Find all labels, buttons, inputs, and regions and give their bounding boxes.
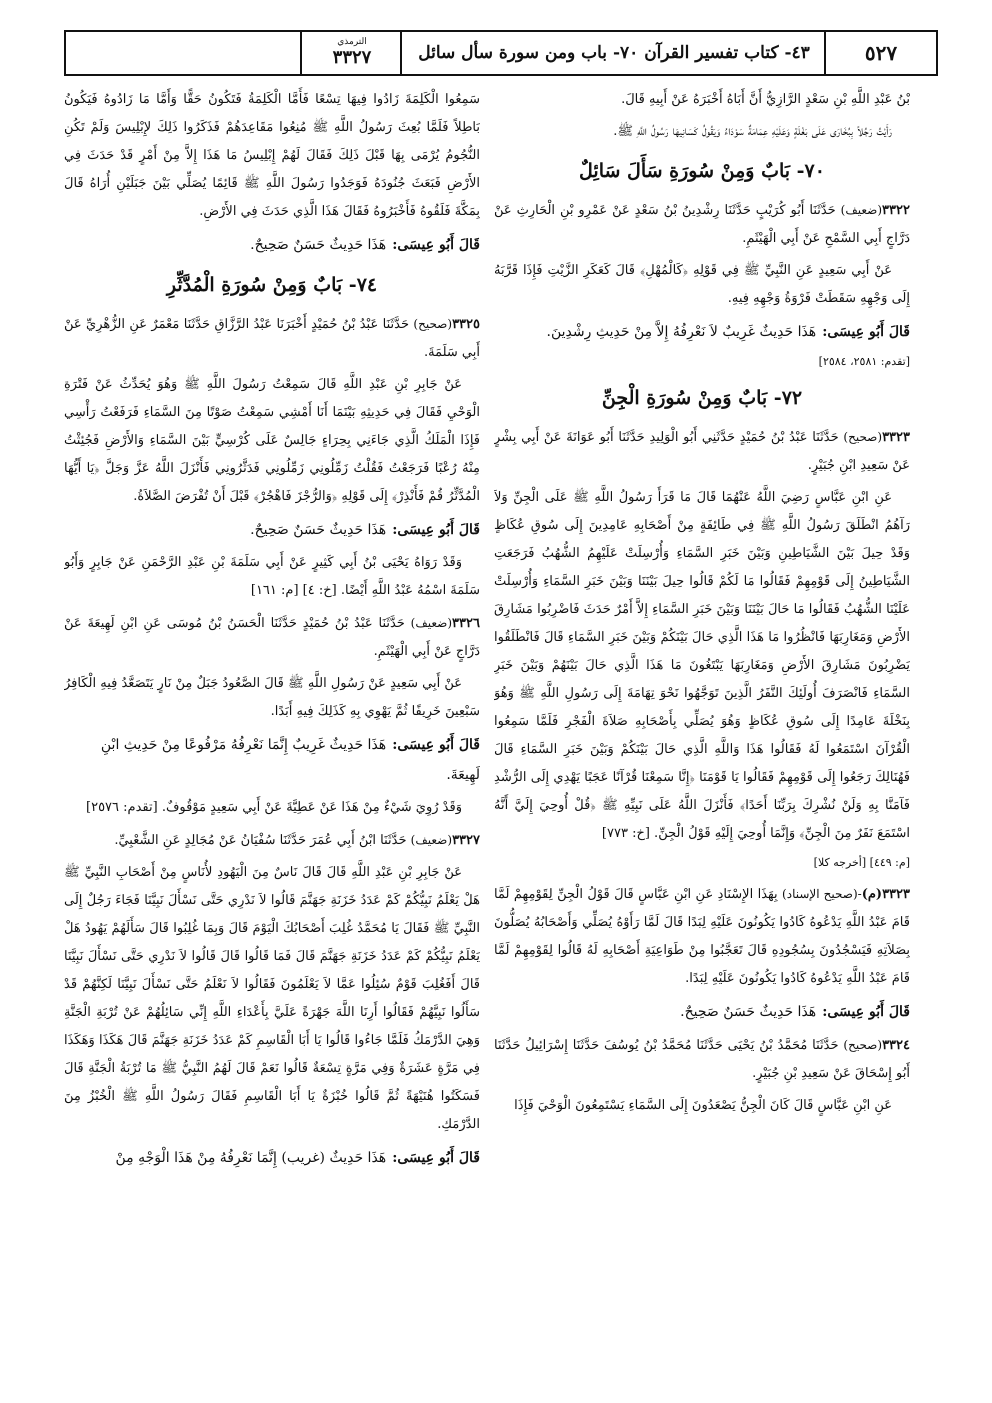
hadith-grade: -(صحيح الإسناد) bbox=[782, 887, 862, 901]
hadith-isnad: حَدَّثَنَا عَبْدُ بْنُ حُمَيْدٍ أَخْبَرَنَا عَبْدُ الرَّزَّاقِ حَدَّثَنَا مَعْمَرٌ عَنِ الزُّهْرِيِّ عَنْ أَبِي سَلَمَةَ. bbox=[64, 317, 480, 360]
paragraph: عَنِ ابْنِ عَبَّاسٍ قَالَ كَانَ الْجِنُّ يَصْعَدُونَ إِلَى السَّمَاءِ يَسْتَمِعُونَ الْوَحْيَ فَإِذَا bbox=[514, 1098, 892, 1113]
page-header bbox=[64, 30, 938, 76]
paragraph: عَنْ أَبِي سَعِيدٍ عَنْ رَسُولِ اللَّهِ ﷺ قَالَ الصَّعُودُ جَبَلٌ مِنْ نَارٍ يَتَصَعَّدُ فِيهِ الْكَافِرُ سَبْعِينَ خَرِيفًا ثُمَّ يَهْوِي بِهِ كَذَلِكَ فِيهِ أَبَدًا. bbox=[64, 676, 480, 719]
comment-text: هَذَا حَدِيثٌ حَسَنٌ صَحِيحٌ. bbox=[250, 522, 387, 538]
hadith-number: ٣٣٢٥ bbox=[452, 317, 480, 332]
left-column bbox=[64, 86, 480, 1386]
hadith-entry bbox=[494, 880, 910, 993]
hadith-grade: (صحيح) bbox=[413, 317, 453, 331]
book-name: الترمذي bbox=[337, 37, 367, 48]
comment-text: هَذَا حَدِيثٌ غَرِيبٌ إِنَّمَا نَعْرِفُهُ مَرْفُوعًا مِنْ حَدِيثِ ابْنِ لَهِيعَةَ. bbox=[100, 737, 480, 783]
hadith-grade: (ضعيف) bbox=[410, 833, 453, 847]
scholar-comment bbox=[494, 997, 910, 1027]
comment-label: قَالَ أَبُو عِيسَى: bbox=[822, 324, 910, 340]
paragraph: عَنْ جَابِرِ بْنِ عَبْدِ اللَّهِ قَالَ سَمِعْتُ رَسُولَ اللَّهِ ﷺ وَهُوَ يُحَدِّثُ عَنْ فَتْرَةِ الْوَحْيِ فَقَالَ فِي حَدِيثِهِ بَيْنَمَا أَنَا أَمْشِي سَمِعْتُ صَوْتًا مِنَ السَّمَاءِ فَرَفَعْتُ رَأْسِي فَإِذَا الْمَلَكُ الَّذِي جَاءَنِي بِحِرَاءٍ جَالِسٌ عَلَى كُرْسِيٍّ بَيْنَ السَّمَاءِ وَالأَرْضِ فَجُئِثْتُ مِنْهُ رُعْبًا فَرَجَعْتُ فَقُلْتُ زَمِّلُونِي زَمِّلُونِي فَدَثَّرُونِي فَأَنْزَلَ اللَّهُ عَزَّ وَجَلَّ ﴿يَا أَيُّهَا الْمُدَّثِّرُ قُمْ فَأَنْذِرْ﴾ إِلَى قَوْلِهِ ﴿وَالرُّجْزَ فَاهْجُرْ﴾ قَبْلَ أَنْ تُفْرَضَ الصَّلاَةُ. bbox=[64, 377, 480, 504]
reference-note: [تقدم: ٢٥٨١، ٢٥٨٤] bbox=[818, 355, 910, 368]
hadith-grade: (صحيح) bbox=[843, 1038, 883, 1052]
comment-label: قَالَ أَبُو عِيسَى: bbox=[392, 737, 480, 753]
hadith-number: ٣٣٢٧ bbox=[452, 833, 480, 848]
hadith-number: ٣٣٢٣ bbox=[882, 430, 910, 445]
reference-note: [م: ٤٤٩] [أخرجه كلا] bbox=[813, 856, 910, 869]
paragraph: عَنْ جَابِرِ بْنِ عَبْدِ اللَّهِ قَالَ قَالَ نَاسٌ مِنَ الْيَهُودِ لأُنَاسٍ مِنْ أَصْحَابِ النَّبِيِّ ﷺ هَلْ يَعْلَمُ نَبِيُّكُمْ كَمْ عَدَدُ خَزَنَةِ جَهَنَّمَ قَالُوا لاَ نَدْرِي حَتَّى نَسْأَلَ نَبِيَّنَا فَجَاءَ رَجُلٌ إِلَى النَّبِيِّ ﷺ فَقَالَ يَا مُحَمَّدُ غُلِبَ أَصْحَابُكَ الْيَوْمَ قَالَ وَبِمَا غُلِبُوا قَالَ سَأَلَهُمْ يَهُودُ هَلْ يَعْلَمُ نَبِيُّكُمْ كَمْ عَدَدُ خَزَنَةِ جَهَنَّمَ قَالَ فَمَا قَالُوا قَالَ قَالُوا لاَ نَدْرِي حَتَّى نَسْأَلَ نَبِيَّنَا قَالَ أَفَغُلِبَ قَوْمٌ سُئِلُوا عَمَّا لاَ يَعْلَمُونَ فَقَالُوا لاَ نَعْلَمُ حَتَّى نَسْأَلَ نَبِيَّنَا لَكِنَّهُمْ قَدْ سَأَلُوا نَبِيَّهُمْ فَقَالُوا أَرِنَا اللَّهَ جَهْرَةً عَلَيَّ بِأَعْدَاءِ اللَّهِ إِنِّي سَائِلُهُمْ عَنْ تُرْبَةِ الْجَنَّةِ وَهِيَ الدَّرْمَكُ فَلَمَّا جَاءُوا قَالُوا يَا أَبَا الْقَاسِمِ كَمْ عَدَدُ خَزَنَةِ جَهَنَّمَ قَالَ هَكَذَا وَهَكَذَا فِي مَرَّةٍ عَشَرَةٌ وَفِي مَرَّةٍ تِسْعَةٌ قَالُوا نَعَمْ قَالَ لَهُمُ النَّبِيُّ ﷺ مَا تُرْبَةُ الْجَنَّةِ قَالَ فَسَكَتُوا هُنَيْهَةً ثُمَّ قَالُوا خُبْزَةٌ يَا أَبَا الْقَاسِمِ فَقَالَ رَسُولُ اللَّهِ ﷺ الْخُبْزُ مِنَ الدَّرْمَكِ. bbox=[64, 865, 480, 1132]
page-number: ٥٢٧ bbox=[824, 32, 936, 74]
paragraph: رَأَيْتُ رَجُلاً بِبُخَارَى عَلَى بَغْلَةٍ وَعَلَيْهِ عِمَامَةٌ سَوْدَاءُ وَيَقُولُ كَسَانِيهَا رَسُولُ اللَّهِ ﷺ. bbox=[613, 124, 892, 139]
hadith-isnad: حَدَّثَنَا أَبُو كُرَيْبٍ حَدَّثَنَا رِشْدِينُ بْنُ سَعْدٍ عَنْ عَمْرِو بْنِ الْحَارِثِ عَنْ دَرَّاجٍ أَبِي السَّمْحِ عَنْ أَبِي الْهَيْثَمِ. bbox=[494, 203, 910, 246]
comment-text: هَذَا حَدِيثٌ (غريب) إِنَّمَا نَعْرِفُهُ مِنْ هَذَا الْوَجْهِ مِنْ bbox=[115, 1150, 387, 1166]
hadith-grade: (صحيح) bbox=[843, 430, 883, 444]
scholar-comment bbox=[64, 1143, 480, 1173]
hadith-number: ٣٣٢٣(م) bbox=[861, 887, 910, 902]
paragraph: وَقَدْ رَوَاهُ يَحْيَى بْنُ أَبِي كَثِيرٍ عَنْ أَبِي سَلَمَةَ بْنِ عَبْدِ الرَّحْمَنِ عَنْ جَابِرٍ وَأَبُو سَلَمَةَ اسْمُهُ عَبْدُ اللَّهِ أَيْضًا. [خ: ٤] [م: ١٦١] bbox=[64, 555, 480, 598]
hadith-entry bbox=[494, 423, 910, 480]
hadith-entry bbox=[494, 196, 910, 253]
hadith-entry bbox=[64, 826, 480, 855]
paragraph: عَنْ أَبِي سَعِيدٍ عَنِ النَّبِيِّ ﷺ فِي قَوْلِهِ ﴿كَالْمُهْلِ﴾ قَالَ كَعَكَرِ الزَّيْتِ فَإِذَا قَرَّبَهُ إِلَى وَجْهِهِ سَقَطَتْ فَرْوَةُ وَجْهِهِ فِيهِ. bbox=[494, 263, 910, 306]
chapter-heading: ٧٤- بَابٌ وَمِنْ سُورَةِ الْمُدَّثِّرِ bbox=[166, 274, 378, 296]
hadith-number: ٣٣٢٢ bbox=[882, 203, 910, 218]
comment-text: هَذَا حَدِيثٌ حَسَنٌ صَحِيحٌ. bbox=[680, 1004, 817, 1020]
chapter-heading: ٧٠- بَابٌ وَمِنْ سُورَةِ سَأَلَ سَائِلٌ bbox=[579, 160, 825, 182]
comment-text: هَذَا حَدِيثٌ غَرِيبٌ لاَ نَعْرِفُهُ إِلاَّ مِنْ حَدِيثِ رِشْدِينَ. bbox=[546, 324, 817, 340]
hadith-grade: (ضعيف) bbox=[840, 203, 883, 217]
scholar-comment bbox=[494, 317, 910, 347]
hadith-entry bbox=[64, 310, 480, 367]
comment-label: قَالَ أَبُو عِيسَى: bbox=[392, 237, 480, 253]
hadith-isnad: حَدَّثَنَا ابْنُ أَبِي عُمَرَ حَدَّثَنَا سُفْيَانُ عَنْ مُجَالِدٍ عَنِ الشَّعْبِيِّ. bbox=[114, 833, 407, 848]
comment-label: قَالَ أَبُو عِيسَى: bbox=[392, 1150, 480, 1166]
book-box bbox=[300, 32, 402, 74]
hadith-range-number: ٣٣٢٧ bbox=[332, 47, 372, 69]
chapter-heading: ٧٢- بَابٌ وَمِنْ سُورَةِ الْجِنِّ bbox=[601, 387, 803, 409]
hadith-number: ٣٣٢٦ bbox=[452, 616, 480, 631]
running-title: ٤٣- كتاب تفسير القرآن ٧٠- باب ومن سورة سأل سائل bbox=[400, 32, 826, 74]
hadith-isnad: بِهَذَا الإِسْنَادِ عَنِ ابْنِ عَبَّاسٍ قَالَ قَوْلُ الْجِنِّ لِقَوْمِهِمْ لَمَّا قَامَ عَبْدُ اللَّهِ يَدْعُوهُ كَادُوا يَكُونُونَ عَلَيْهِ لِبَدًا قَالَ لَمَّا رَأَوْهُ يُصَلِّي وَأَصْحَابُهُ يُصَلُّونَ بِصَلاَتِهِ فَيَسْجُدُونَ بِسُجُودِهِ قَالَ تَعَجَّبُوا مِنْ طَوَاعِيَةِ أَصْحَابِهِ لَهُ قَالُوا لِقَوْمِهِمْ لَمَّا قَامَ عَبْدُ اللَّهِ يَدْعُوهُ كَادُوا يَكُونُونَ عَلَيْهِ لِبَدًا. bbox=[494, 887, 910, 986]
hadith-isnad: حَدَّثَنَا عَبْدُ بْنُ حُمَيْدٍ حَدَّثَنِي أَبُو الْوَلِيدِ حَدَّثَنَا أَبُو عَوَانَةَ عَنْ أَبِي بِشْرٍ عَنْ سَعِيدِ ابْنِ جُبَيْرٍ. bbox=[494, 430, 910, 473]
scholar-comment bbox=[64, 515, 480, 545]
hadith-isnad: حَدَّثَنَا عَبْدُ بْنُ حُمَيْدٍ حَدَّثَنَا الْحَسَنُ بْنُ مُوسَى عَنِ ابْنِ لَهِيعَةَ عَنْ دَرَّاجٍ عَنْ أَبِي الْهَيْثَمِ. bbox=[64, 616, 480, 659]
paragraph: وَقَدْ رُوِيَ شَيْءٌ مِنْ هَذَا عَنْ عَطِيَّةَ عَنْ أَبِي سَعِيدٍ مَوْقُوفٌ. [تقدم: ٢٥٧٦] bbox=[86, 800, 462, 815]
comment-text: هَذَا حَدِيثٌ حَسَنٌ صَحِيحٌ. bbox=[250, 237, 387, 253]
hadith-isnad: حَدَّثَنَا مُحَمَّدُ بْنُ يَحْيَى حَدَّثَنَا مُحَمَّدُ بْنُ يُوسُفَ حَدَّثَنَا إِسْرَائِيلُ حَدَّثَنَا أَبُو إِسْحَاقَ عَنْ سَعِيدِ بْنِ جُبَيْرٍ. bbox=[494, 1038, 910, 1081]
comment-label: قَالَ أَبُو عِيسَى: bbox=[822, 1004, 910, 1020]
header-empty-cell bbox=[66, 32, 302, 74]
hadith-grade: (ضعيف) bbox=[410, 616, 453, 630]
scholar-comment bbox=[64, 730, 480, 790]
hadith-number: ٣٣٢٤ bbox=[882, 1038, 910, 1053]
right-column bbox=[494, 86, 910, 1386]
hadith-entry bbox=[64, 609, 480, 666]
scholar-comment bbox=[64, 230, 480, 260]
comment-label: قَالَ أَبُو عِيسَى: bbox=[392, 522, 480, 538]
paragraph: عَنِ ابْنِ عَبَّاسٍ رَضِيَ اللَّهُ عَنْهُمَا قَالَ مَا قَرَأَ رَسُولُ اللَّهِ ﷺ عَلَى الْجِنِّ وَلاَ رَآهُمُ انْطَلَقَ رَسُولُ اللَّهِ ﷺ فِي طَائِفَةٍ مِنْ أَصْحَابِهِ عَامِدِينَ إِلَى سُوقِ عُكَاظٍ وَقَدْ حِيلَ بَيْنَ الشَّيَاطِينِ وَبَيْنَ خَبَرِ السَّمَاءِ وَأُرْسِلَتْ عَلَيْهِمُ الشُّهُبُ فَرَجَعَتِ الشَّيَاطِينُ إِلَى قَوْمِهِمْ فَقَالُوا مَا لَكُمْ قَالُوا حِيلَ بَيْنَنَا وَبَيْنَ خَبَرِ السَّمَاءِ وَأُرْسِلَتْ عَلَيْنَا الشُّهُبُ فَقَالُوا مَا حَالَ بَيْنَنَا وَبَيْنَ خَبَرِ السَّمَاءِ إِلاَّ أَمْرٌ حَدَثَ فَاضْرِبُوا مَشَارِقَ الأَرْضِ وَمَغَارِبَهَا فَانْظُرُوا مَا هَذَا الَّذِي حَالَ بَيْنَكُمْ وَبَيْنَ خَبَرِ السَّمَاءِ قَالَ فَانْطَلَقُوا يَضْرِبُونَ مَشَارِقَ الأَرْضِ وَمَغَارِبَهَا يَبْتَغُونَ مَا هَذَا الَّذِي حَالَ بَيْنَهُمْ وَبَيْنَ خَبَرِ السَّمَاءِ فَانْصَرَفَ أُولَئِكَ النَّفَرُ الَّذِينَ تَوَجَّهُوا نَحْوَ تِهَامَةَ إِلَى رَسُولِ اللَّهِ ﷺ وَهُوَ بِنَخْلَةَ عَامِدًا إِلَى سُوقِ عُكَاظٍ وَهُوَ يُصَلِّي بِأَصْحَابِهِ صَلاَةَ الْفَجْرِ فَلَمَّا سَمِعُوا الْقُرْآنَ اسْتَمَعُوا لَهُ فَقَالُوا هَذَا وَاللَّهِ الَّذِي حَالَ بَيْنَكُمْ وَبَيْنَ خَبَرِ السَّمَاءِ قَالَ فَهُنَالِكَ رَجَعُوا إِلَى قَوْمِهِمْ فَقَالُوا يَا قَوْمَنَا ﴿إِنَّا سَمِعْنَا قُرْآنًا عَجَبًا يَهْدِي إِلَى الرُّشْدِ فَآمَنَّا بِهِ وَلَنْ نُشْرِكَ بِرَبِّنَا أَحَدًا﴾ فَأَنْزَلَ اللَّهُ عَلَى نَبِيِّهِ ﷺ ﴿قُلْ أُوحِيَ إِلَيَّ أَنَّهُ اسْتَمَعَ نَفَرٌ مِنَ الْجِنِّ﴾ وَإِنَّمَا أُوحِيَ إِلَيْهِ قَوْلُ الْجِنِّ. [خ: ٧٧٣] bbox=[494, 490, 910, 841]
paragraph: بْنُ عَبْدِ اللَّهِ بْنِ سَعْدٍ الرَّازِيُّ أَنَّ أَبَاهُ أَخْبَرَهُ عَنْ أَبِيهِ قَالَ. bbox=[621, 92, 910, 107]
hadith-entry bbox=[494, 1031, 910, 1088]
paragraph: سَمِعُوا الْكَلِمَةَ زَادُوا فِيهَا تِسْعًا فَأَمَّا الْكَلِمَةُ فَتَكُونُ حَقًّا وَأَمَّا مَا زَادُوهُ فَيَكُونُ بَاطِلاً فَلَمَّا بُعِثَ رَسُولُ اللَّهِ ﷺ مُنِعُوا مَقَاعِدَهُمْ فَذَكَرُوا ذَلِكَ لإِبْلِيسَ وَلَمْ تَكُنِ النُّجُومُ يُرْمَى بِهَا قَبْلَ ذَلِكَ فَقَالَ لَهُمْ إِبْلِيسُ مَا هَذَا إِلاَّ مِنْ أَمْرٍ قَدْ حَدَثَ فِي الأَرْضِ فَبَعَثَ جُنُودَهُ فَوَجَدُوا رَسُولَ اللَّهِ ﷺ قَائِمًا يُصَلِّي بَيْنَ جَبَلَيْنِ أُرَاهُ قَالَ بِمَكَّةَ فَلَقُوهُ فَأَخْبَرُوهُ فَقَالَ هَذَا الَّذِي حَدَثَ فِي الأَرْضِ. bbox=[64, 92, 480, 219]
